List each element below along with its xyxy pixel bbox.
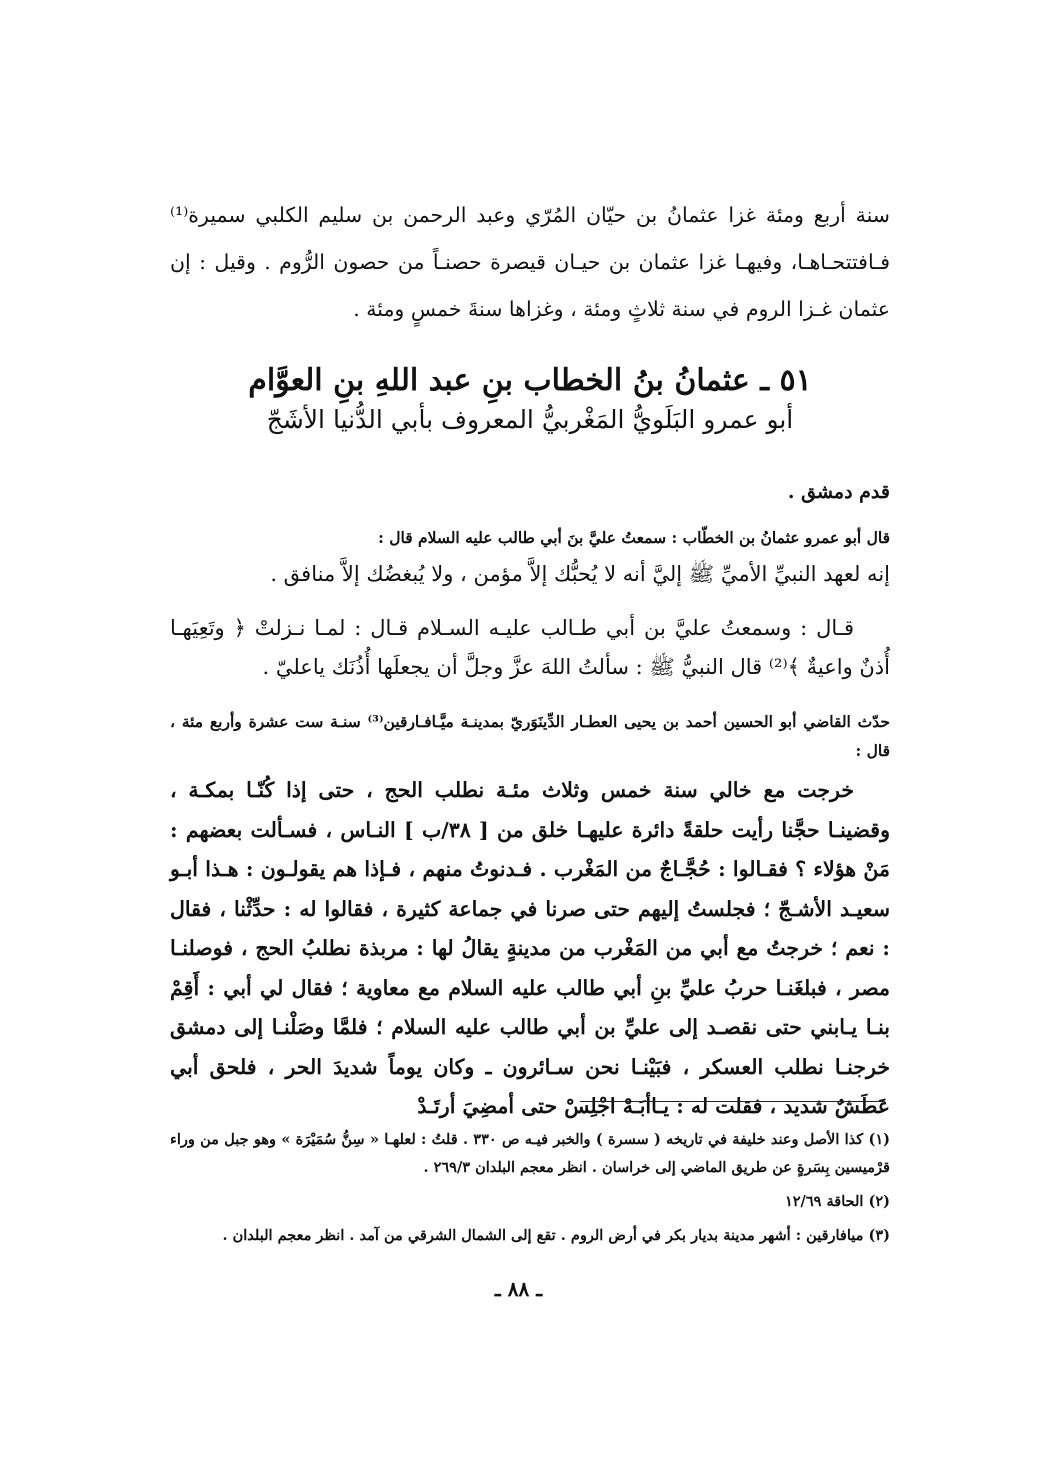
footnote-1: (١) كذا الأصل وعند خليفة في تاريخه ( سسرة ) والخبر فيـه ص ٣٣٠ . قلتُ : لعلهـا « سِنُّ سُمَيْرَة » وهو جبل من وراء قرْميسين بِسَرةٍ عن طريق الماضي إلى خراسان . انظر معجم البلدان ٢٦٩/٣ . xyxy=(170,1131,890,1176)
narration-chain-1: قال أبو عمرو عثمانُ بن الخطّاب : سمعتُ عليَّ بنَ أبي طالب عليه السلام قال : xyxy=(378,528,890,547)
hadith-1: إنه لعهد النبيِّ الأميِّ ﷺ إليَّ أنه لا يُحبُّك إلاَّ مؤمن ، ولا يُبغضُك إلاَّ منافق . xyxy=(270,562,890,586)
narration-chain-2: حدّث القاضي أبو الحسين أحمد بن يحيى العطـار الدِّينَوَريّ بمدينـة ميَّـافـارقين⁽³⁾ سنـة ست عشرة وأربع مئة ، قال : xyxy=(170,712,890,760)
arrival-note: قدم دمشق . xyxy=(787,481,890,503)
page-number: ـ ٨٨ ـ xyxy=(494,1277,543,1301)
footnotes xyxy=(170,1126,890,1250)
footnote-3: (٣) ميافارقين : أشهر مدينة بديار بكر في أرض الروم . تقع إلى الشمال الشرقي من آمد . انظر معجم البلدان . xyxy=(222,1227,890,1244)
footnote-2: (٢) الحاقة ١٢/٦٩ xyxy=(784,1193,890,1210)
hadith-2: قـال : وسمعتُ عليَّ بن أبي طـالب عليـه السـلام قـال : لمـا نـزلتْ ﴿ وتَعِيَهـا أُذنٌ واعيةٌ ﴾⁽²⁾ قال النبيُّ ﷺ : سألتُ اللهَ عزَّ وجلَّ أن يجعلَها أُذُنَك ياعليّ . xyxy=(170,616,890,679)
entry-title: ٥١ ـ عثمانُ بنُ الخطاب بنِ عبد اللهِ بنِ العوَّام xyxy=(248,363,812,398)
entry-subtitle: أبو عمرو البَلَويُّ المَغْربيُّ المعروف بأبي الدُّنيا الأشَجّ xyxy=(266,405,794,434)
page-body xyxy=(170,170,890,1127)
footnote-divider xyxy=(580,1101,885,1102)
entry-heading xyxy=(170,361,890,439)
main-story: خرجت مع خالي سنة خمس وثلاث مئـة نطلب الحج ، حتى إذا كُنّـا بمكـة ، وقضينـا حجَّنا رأيت حلقةً دائرة عليهـا خلق من [ ٣٨/ب ] النـاس ، فسـألت بعضهم : مَنْ هؤلاء ؟ فقـالوا : حُجَّـاجٌ من المَغْرب . فـدنوتُ منهم ، فـإذا هم يقولـون : هـذا أبـو سعيـد الأشـجّ ؛ فجلستُ إليهم حتى صرنا في جماعة كثيرة ، فقالوا له : حدِّثْنا ، فقال : نعم ؛ خرجتُ مع أبي من المَغْرب من مدينةٍ يقالُ لها : مربذة نطلبُ الحج ، فوصلنـا مصر ، فبلغَنـا حربُ عليِّ بنِ أبي طالب عليه السلام مع معاوية ؛ فقال لي أبي : أَقِمْ بنـا يـابني حتى نقصـد إلى عليِّ بن أبي طالب عليه السلام ؛ فلمَّا وصَلْنـا إلى دمشق خرجنـا نطلب العسكر ، فبَيْنـا نحن سـائرون ـ وكان يوماً شديدَ الحر ، فلحق أبي عَطَشٌ شديد ، فقلت له : يـاأبَـهْ اجْلِسْ حتى أمضِيَ أرتَـدْ xyxy=(170,778,890,1118)
top-paragraph: سنة أربع ومئة غزا عثمانُ بن حيّان المُرّي وعبد الرحمن بن سليم الكلبي سميرة⁽¹⁾ فـافتتحـاهـا، وفيهـا غزا عثمان بن حيـان قيصرة حصنـاً من حصون الرُّوم . وقيل : إن عثمان غـزا الروم في سنة ثلاثٍ ومئة ، وغزاها سنةَ خمسٍ ومئة . xyxy=(170,203,890,321)
